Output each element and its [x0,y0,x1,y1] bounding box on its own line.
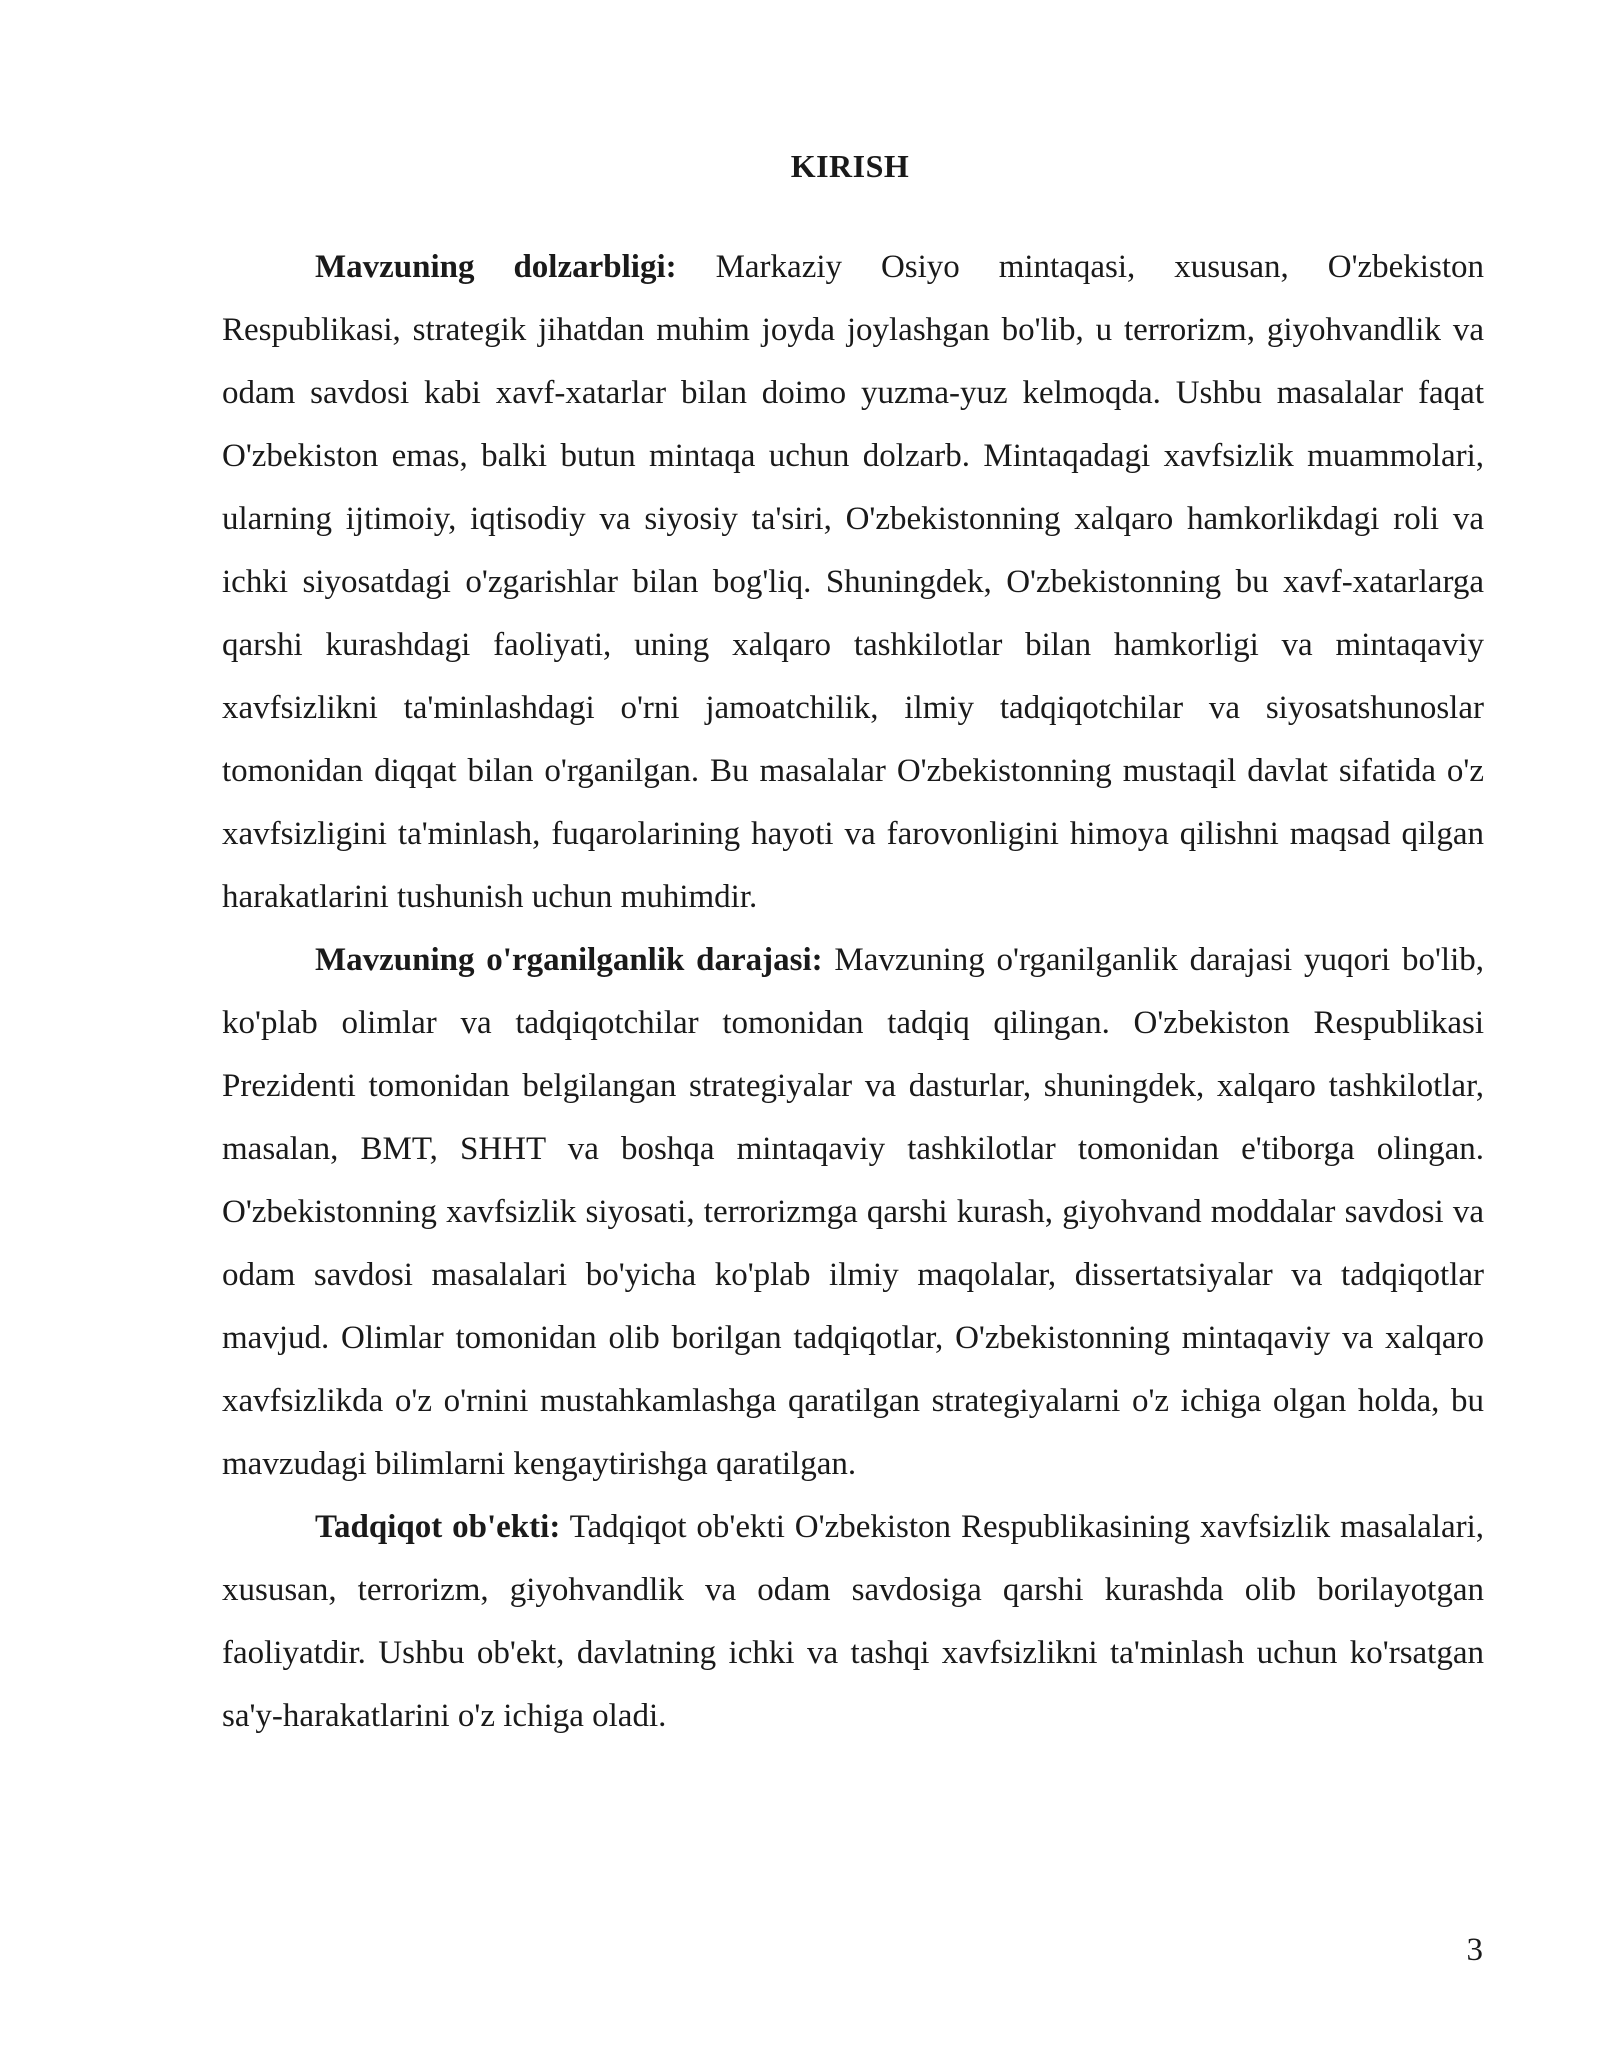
paragraph-relevance [222,236,1484,929]
page-number: 3 [1466,1932,1483,1968]
paragraph-study-level [222,929,1484,1496]
paragraph-text: Mavzuning o'rganilganlik darajasi yuqori bo'lib, ko'plab olimlar va tadqiqotchilar tomonidan tadqiq qilingan. O'zbekiston Respublikasi Prezidenti tomonidan belgilangan strategiyalar va dasturlar, shuningdek, xalqaro tashkilotlar, masalan, BMT, SHHT va boshqa mintaqaviy tashkilotlar tomonidan e'tiborga olingan. O'zbekistonning xavfsizlik siyosati, terrorizmga qarshi kurash, giyohvand moddalar savdosi va odam savdosi masalalari bo'yicha ko'plab ilmiy maqolalar, dissertatsiyalar va tadqiqotlar mavjud. Olimlar tomonidan olib borilgan tadqiqotlar, O'zbekistonning mintaqaviy va xalqaro xavfsizlikda o'z o'rnini mustahkamlashga qaratilgan strategiyalarni o'z ichiga olgan holda, bu mavzudagi bilimlarni kengaytirishga qaratilgan. [222,942,1484,1482]
paragraph-research-object [222,1496,1484,1748]
paragraph-text: Tadqiqot ob'ekti O'zbekiston Respublikasining xavfsizlik masalalari, xususan, terrorizm, giyohvandlik va odam savdosiga qarshi kurashda olib borilayotgan faoliyatdir. Ushbu ob'ekt, davlatning ichki va tashqi xavfsizlikni ta'minlash uchun ko'rsatgan sa'y-harakatlarini o'z ichiga oladi. [222,1509,1484,1734]
paragraph-text: Markaziy Osiyo mintaqasi, xususan, O'zbekiston Respublikasi, strategik jihatdan muhim joyda joylashgan bo'lib, u terrorizm, giyohvandlik va odam savdosi kabi xavf-xatarlar bilan doimo yuzma-yuz kelmoqda. Ushbu masalalar faqat O'zbekiston emas, balki butun mintaqa uchun dolzarb. Mintaqadagi xavfsizlik muammolari, ularning ijtimoiy, iqtisodiy va siyosiy ta'siri, O'zbekistonning xalqaro hamkorlikdagi roli va ichki siyosatdagi o'zgarishlar bilan bog'liq. Shuningdek, O'zbekistonning bu xavf-xatarlarga qarshi kurashdagi faoliyati, uning xalqaro tashkilotlar bilan hamkorligi va mintaqaviy xavfsizlikni ta'minlashdagi o'rni jamoatchilik, ilmiy tadqiqotchilar va siyosatshunoslar tomonidan diqqat bilan o'rganilgan. Bu masalalar O'zbekistonning mustaqil davlat sifatida o'z xavfsizligini ta'minlash, fuqarolarining hayoti va farovonligini himoya qilishni maqsad qilgan harakatlarini tushunish uchun muhimdir. [222,249,1484,915]
page-title: KIRISH [790,148,910,184]
paragraph-lead: Mavzuning o'rganilganlik darajasi: [315,942,823,978]
paragraph-lead: Mavzuning dolzarbligi: [315,249,677,285]
document-body [222,236,1484,1748]
paragraph-lead: Tadqiqot ob'ekti: [315,1509,561,1545]
